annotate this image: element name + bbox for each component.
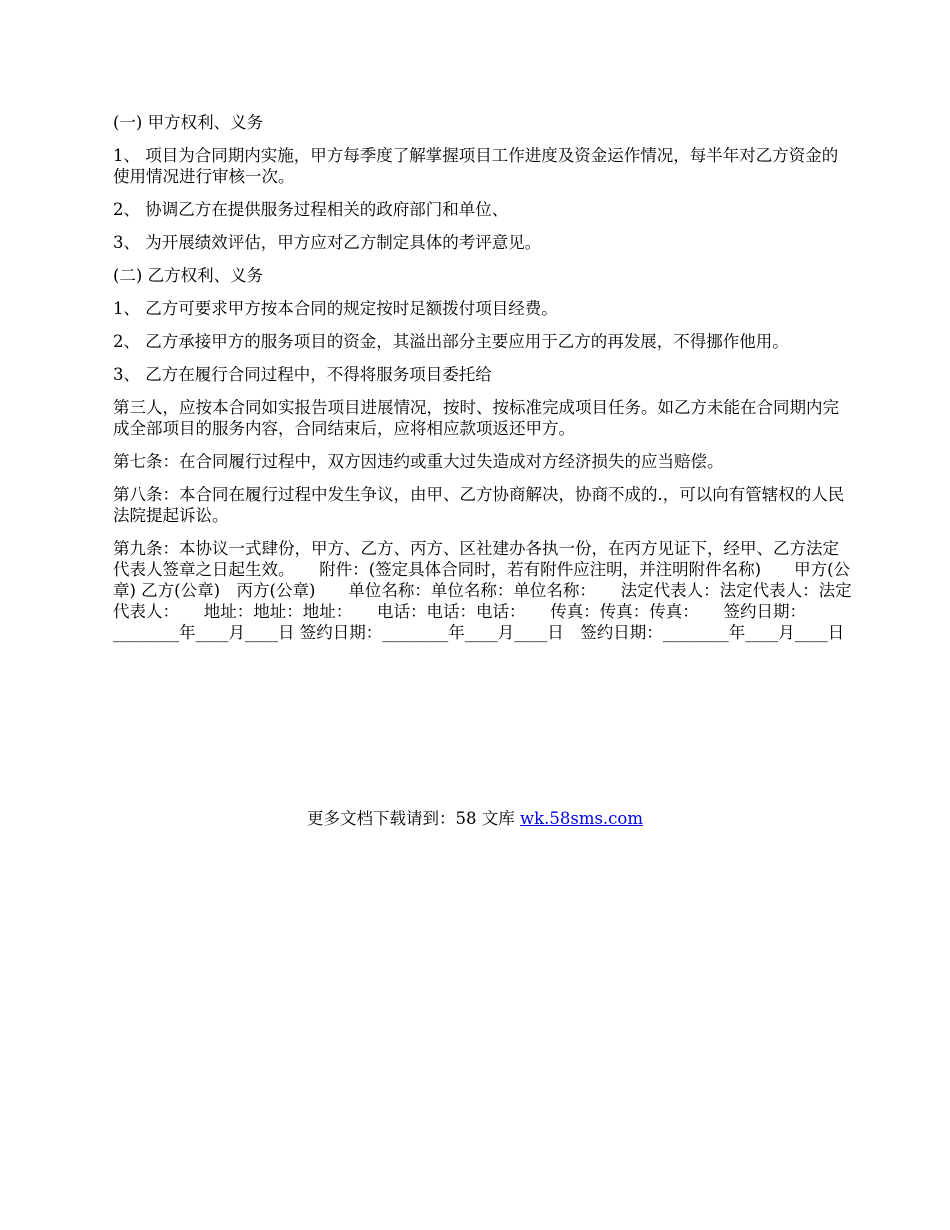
clause-seven: 第七条：在合同履行过程中，双方因违约或重大过失造成对方经济损失的应当赔偿。 bbox=[113, 452, 724, 471]
paragraph: 3、 为开展绩效评估，甲方应对乙方制定具体的考评意见。 bbox=[113, 233, 542, 252]
clause-nine-signatures: 第九条：本协议一式肆份，甲方、乙方、丙方、区社建办各执一份，在丙方见证下，经甲、乙方法定代表人签章之日起生效。 附件：(签定具体合同时，若有附件应注明，并注明附件名称) 甲方(公章) 乙方(公章) 丙方(公章) 单位名称：单位名称：单位名称： 法定代表人：法定代表人：法定代表人： 地址：地址：地址： 电话：电话：电话： 传真：传真：传真： 签约日期：________年____月____日 签约日期：________年____月____日 签约日期：________年____月____日 bbox=[113, 539, 852, 642]
paragraph: 2、 协调乙方在提供服务过程相关的政府部门和单位、 bbox=[113, 200, 509, 219]
paragraph: 1、 乙方可要求甲方按本合同的规定按时足额拨付项目经费。 bbox=[113, 299, 558, 318]
footer-prefix: 更多文档下载请到：58 文库 bbox=[306, 809, 520, 828]
footer-link[interactable]: wk.58sms.com bbox=[519, 809, 643, 828]
section-heading-party-b: (二) 乙方权利、义务 bbox=[113, 266, 264, 285]
section-heading-party-a: (一) 甲方权利、义务 bbox=[113, 113, 264, 132]
footer bbox=[0, 808, 950, 829]
paragraph: 1、 项目为合同期内实施，甲方每季度了解掌握项目工作进度及资金运作情况，每半年对乙方资金的使用情况进行审核一次。 bbox=[113, 146, 839, 186]
paragraph: 3、 乙方在履行合同过程中，不得将服务项目委托给 bbox=[113, 365, 492, 384]
paragraph: 第三人，应按本合同如实报告项目进展情况，按时、按标准完成项目任务。如乙方未能在合同期内完成全部项目的服务内容，合同结束后，应将相应款项返还甲方。 bbox=[113, 398, 839, 438]
clause-eight: 第八条：本合同在履行过程中发生争议，由甲、乙方协商解决，协商不成的.，可以向有管辖权的人民法院提起诉讼。 bbox=[113, 485, 845, 525]
paragraph: 2、 乙方承接甲方的服务项目的资金，其溢出部分主要应用于乙方的再发展，不得挪作他用。 bbox=[113, 332, 789, 351]
document-body bbox=[113, 112, 853, 655]
